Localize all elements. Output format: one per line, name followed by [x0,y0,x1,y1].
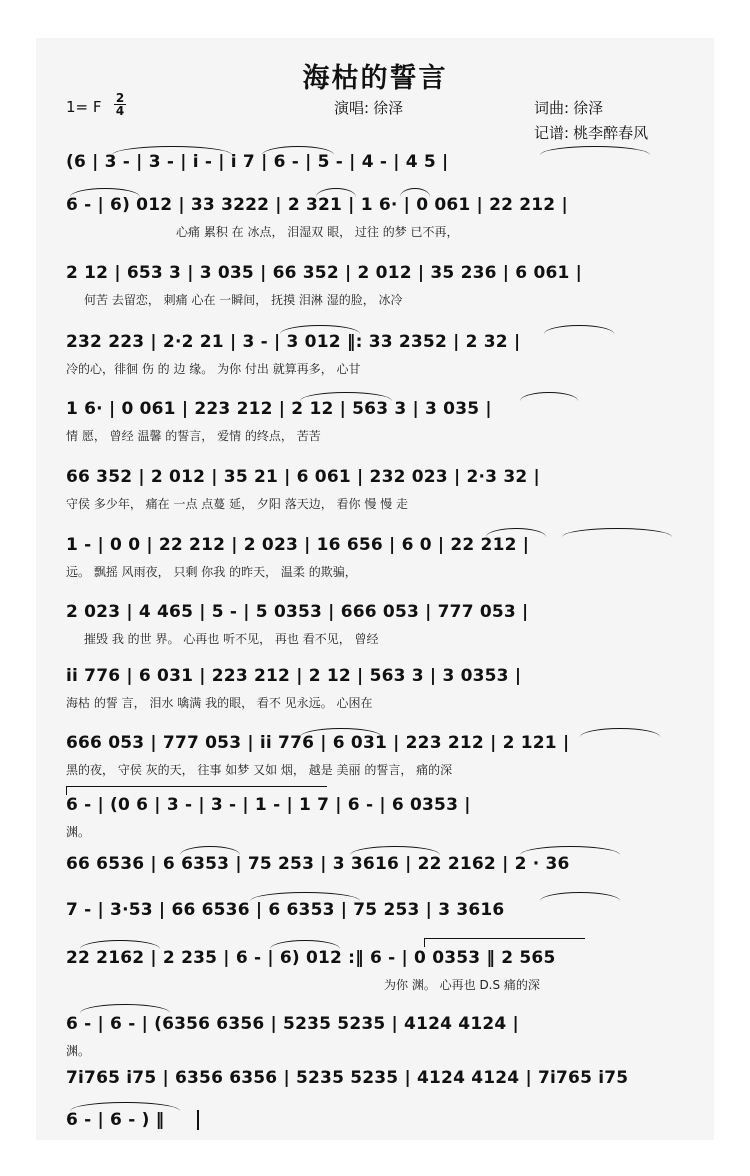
lyrics-line: 为你 渊。 心再也 D.S 痛的深 [384,978,540,992]
lyrics-line: 渊。 [66,825,91,839]
notation-line: 66 6536 | 6 6353 | 75 253 | 3 3616 | 22 2162 | 2 · 36 [66,854,570,874]
notation-line: ii 776 | 6 031 | 223 212 | 2 12 | 563 3 | 3 0353 | [66,666,522,686]
score-row-9 [0,664,750,732]
score-row-8 [0,600,750,668]
notation-line: 7 - | 3·53 | 66 6536 | 6 6353 | 75 253 | 3 3616 [66,900,505,920]
lyrics-line: 情 愿， 曾经 温馨 的誓言， 爱情 的终点， 苦苦 [66,429,321,443]
lyrics-line: 海枯 的誓 言， 泪水 噙满 我的眼， 看不 见永远。 心困在 [66,696,373,710]
notation-line: 1 - | 0 0 | 22 212 | 2 023 | 16 656 | 6 0 | 22 212 | [66,535,530,555]
lyrics-line: 渊。 [66,1044,91,1058]
time-signature-top: 2 [115,91,125,105]
lyrics-line: 黑的夜， 守侯 灰的天， 往事 如梦 又如 烟， 越是 美丽 的誓言， 痛的深 [66,763,453,777]
notation-line: (6 | 3 - | 3 - | i - | i 7 | 6 - | 5 - | 4 - | 4 5 | [66,152,449,172]
singer-credit [334,97,403,118]
notation-line: 6 - | 6 - | (6356 6356 | 5235 5235 | 4124 4124 | [66,1014,519,1034]
score-row-17 [0,1108,750,1176]
lyrics-line: 摧毁 我 的世 界。 心再也 听不见， 再也 看不见， 曾经 [84,632,379,646]
transcriber-name: 桃李醉春风 [573,124,649,142]
volta-bracket [66,786,327,795]
score-row-7 [0,533,750,601]
singer-name: 徐泽 [373,99,404,117]
lyrics-line: 冷的心，徘徊 伤 的 边 缘。 为你 付出 就算再多， 心甘 [66,362,361,376]
time-signature-bottom: 4 [115,104,125,118]
lyrics-line: 远。 飘摇 风雨夜， 只剩 你我 的昨天， 温柔 的欺骗， [66,565,357,579]
notation-line: 1 6· | 0 061 | 223 212 | 2 12 | 563 3 | 3 035 | [66,399,492,419]
notation-line: 2 12 | 653 3 | 3 035 | 66 352 | 2 012 | 35 236 | 6 061 | [66,263,583,283]
composer-credit [534,97,603,118]
lyrics-line: 心痛 累积 在 冰点， 泪湿双 眼， 过往 的梦 已不再， [176,225,459,239]
transcriber-label: 记谱: [534,124,570,142]
transcriber-credit [534,122,648,143]
score-row-4 [0,330,750,398]
notation-line: 232 223 | 2·2 21 | 3 - | 3 012 ‖: 33 2352 | 2 32 | [66,332,521,352]
notation-line: 6 - | 6 - ) ‖ [66,1110,165,1130]
notation-line: 7i765 i75 | 6356 6356 | 5235 5235 | 4124 4124 | 7i765 i75 [66,1068,629,1088]
lyrics-line: 守侯 多少年， 痛在 一点 点蔓 延， 夕阳 落天边， 看你 慢 慢 走 [66,497,408,511]
notation-line: 6 - | (0 6 | 3 - | 3 - | 1 - | 1 7 | 6 - | 6 0353 | [66,795,471,815]
time-signature [114,92,126,117]
score-row-3 [0,261,750,329]
composer-name: 徐泽 [573,99,604,117]
song-title: 海枯的誓言 [302,63,448,94]
score-row-2 [0,193,750,261]
score-row-5 [0,397,750,465]
lyrics-line: 何苦 去留恋， 刺痛 心在 一瞬间， 抚摸 泪淋 湿的脸， 冰冷 [84,293,403,307]
notation-line: 666 053 | 777 053 | ii 776 | 6 031 | 223 212 | 2 121 | [66,733,570,753]
notation-line: 6 - | 6) 012 | 33 3222 | 2 321 | 1 6· | 0 061 | 22 212 | [66,195,568,215]
notation-line: 22 2162 | 2 235 | 6 - | 6) 012 :‖ 6 - | 0 0353 ‖ 2 565 [66,948,556,968]
score-row-6 [0,465,750,533]
singer-label: 演唱: [334,99,370,117]
final-barline [197,1110,199,1130]
composer-label: 词曲: [534,99,570,117]
volta-bracket [424,938,585,947]
key-signature: 1= F [66,98,102,116]
notation-line: 66 352 | 2 012 | 35 21 | 6 061 | 232 023 | 2·3 32 | [66,467,540,487]
notation-line: 2 023 | 4 465 | 5 - | 5 0353 | 666 053 | 777 053 | [66,602,529,622]
